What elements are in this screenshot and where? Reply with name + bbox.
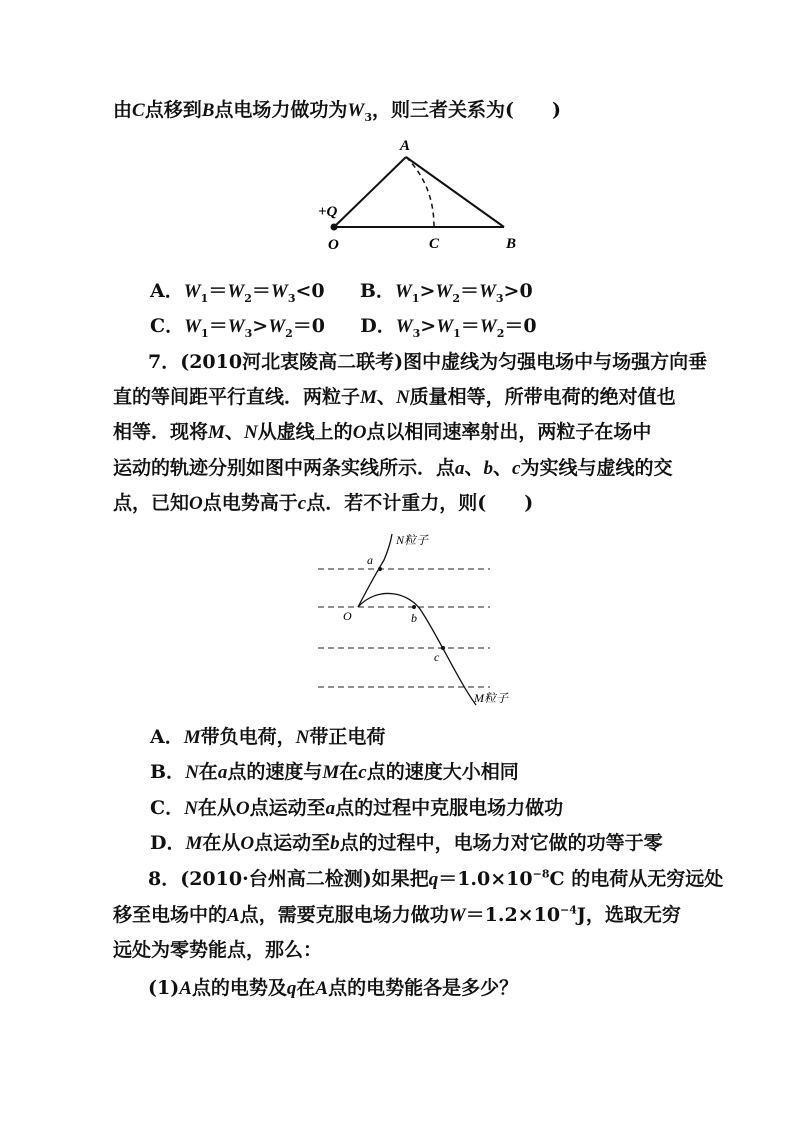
- q7-line-3: 相等．现将M、N从虚线上的O点以相同速率射出，两粒子在场中: [113, 421, 652, 443]
- q8-line-2: 移至电场中的A点，需要克服电场力做功$W=1.2\times 10^{-4}J$，选取无穷: [113, 903, 681, 926]
- q6-option-a: A．$W_1=W_2=W_3<0$: [150, 280, 325, 305]
- point-b: [412, 605, 416, 609]
- point-a: [378, 567, 382, 571]
- q7-line-5: 点，已知O点电势高于c点．若不计重力，则( ): [113, 492, 534, 514]
- charge-point: [331, 224, 338, 231]
- label-c: C: [429, 236, 440, 252]
- label-o: O: [328, 237, 339, 253]
- label-c: c: [434, 650, 440, 664]
- q7-line-4: 运动的轨迹分别如图中两条实线所示．点a、b、c为实线与虚线的交: [113, 457, 673, 479]
- label-o: O: [343, 609, 352, 623]
- q7-line-2: 直的等间距平行直线．两粒子M、N质量相等，所带电荷的绝对值也: [113, 386, 676, 408]
- q6-text-line: 由C点移到B点电场力做功为$W_3$，则三者关系为( ): [113, 99, 561, 124]
- line-a-b: [406, 157, 504, 227]
- label-a: A: [400, 138, 411, 154]
- q7-option-b: B．N在a点的速度与M在c点的速度大小相同: [150, 761, 519, 783]
- point-c: [441, 646, 445, 650]
- q8-subquestion-1: (1)A点的电势及q在A点的电势能各是多少？: [148, 977, 519, 999]
- q6-option-row-2: [150, 313, 730, 340]
- trajectory-figure: [310, 530, 540, 715]
- label-q: +Q: [318, 204, 338, 220]
- label-b: B: [506, 236, 517, 252]
- q8-line-3: 远处为零势能点，那么：: [113, 939, 323, 961]
- triangle-figure: [310, 135, 530, 260]
- q7-option-d: D．M在从O点运动至b点的过程中，电场力对它做的功等于零: [150, 832, 663, 854]
- q8-line-1: 8．(2010·台州高二检测)如果把$q=1.0\times 10^{-8}C$ 的电荷从无穷远处: [148, 867, 724, 890]
- label-b: b: [411, 611, 417, 625]
- label-n-particle: N粒子: [396, 533, 429, 547]
- q6-option-b: B．$W_1>W_2=W_3>0$: [359, 280, 533, 305]
- line-o-a: [334, 157, 406, 227]
- q6-option-d: D．$W_3>W_1=W_2=0$: [360, 315, 537, 340]
- label-m-particle: M粒子: [474, 691, 508, 705]
- label-a: a: [367, 553, 373, 567]
- q6-option-c: C．$W_1=W_3>W_2=0$: [150, 315, 325, 340]
- q7-option-c: C．N在从O点运动至a点的过程中克服电场力做功: [150, 797, 564, 819]
- m-particle-path: [358, 593, 476, 705]
- q7-option-a: A．M带负电荷，N带正电荷: [150, 726, 386, 748]
- q7-line-1: 7．(2010河北衷陵高二联考)图中虚线为匀强电场中与场强方向垂: [148, 351, 708, 373]
- q6-option-row-1: [150, 278, 730, 305]
